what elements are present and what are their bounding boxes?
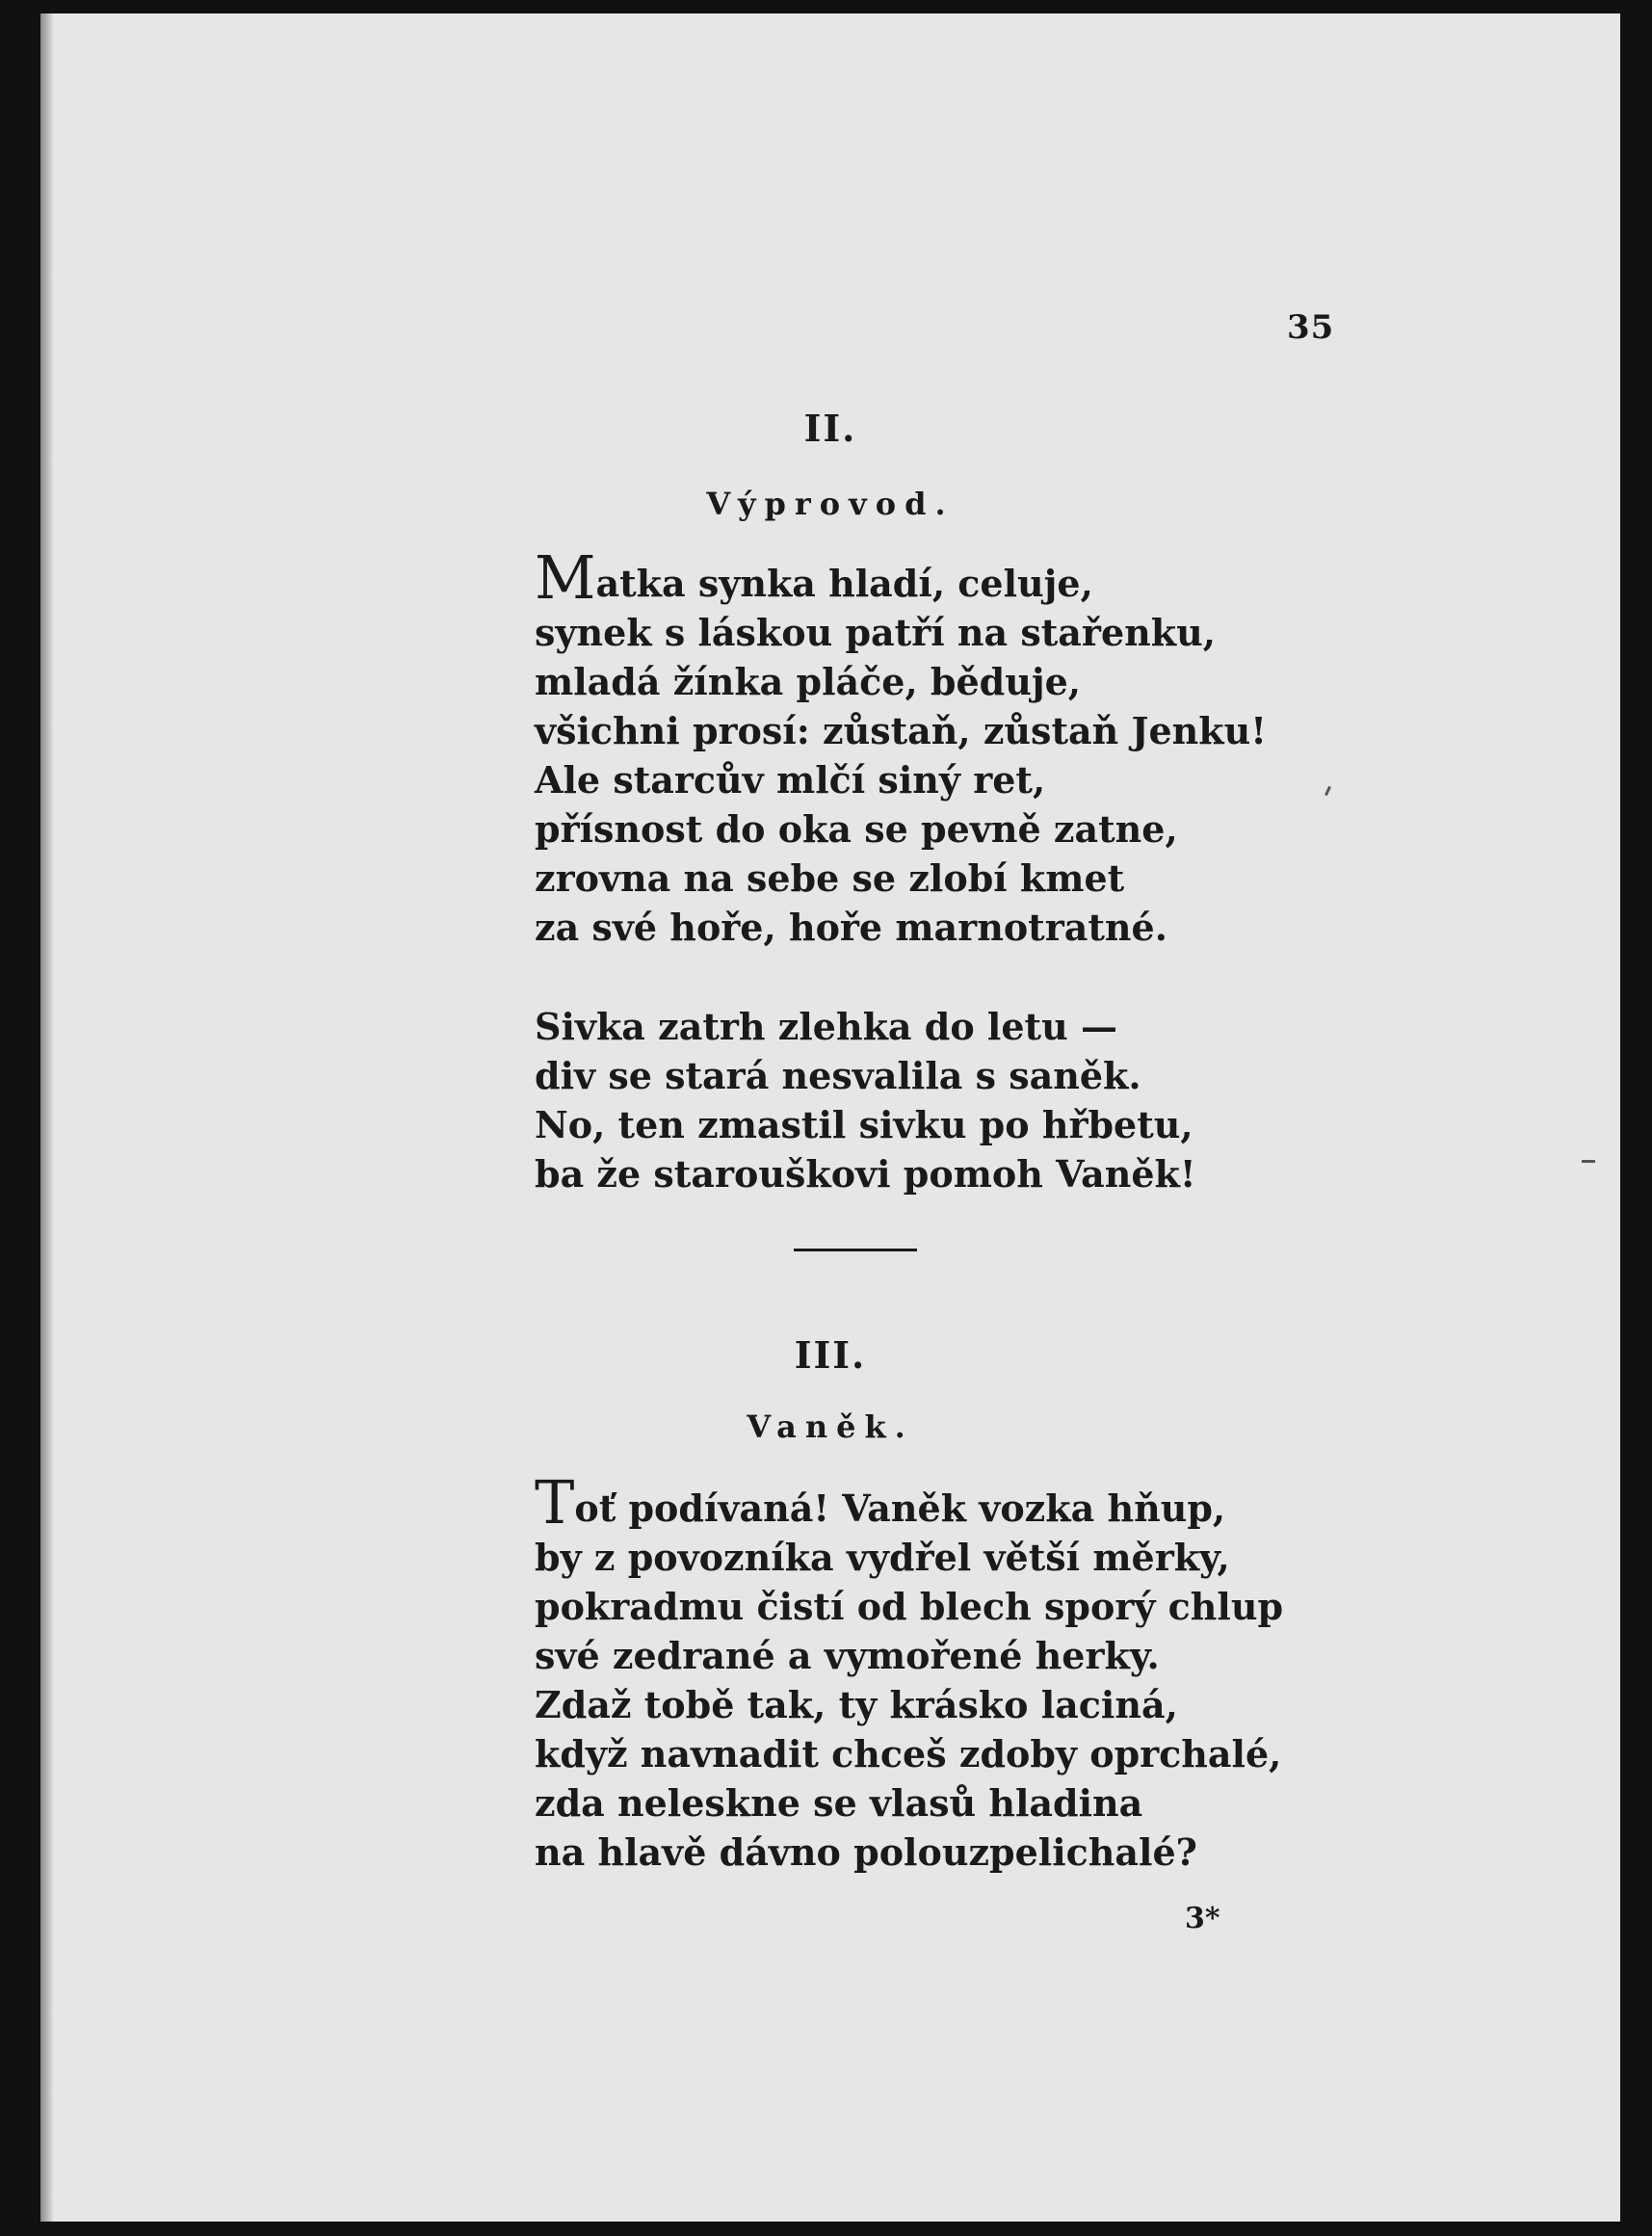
scan-speck (1582, 1160, 1595, 1163)
poem-line: za své hoře, hoře marnotratné. (535, 906, 1167, 949)
poem-line: když navnadit chceš zdoby oprchalé, (535, 1732, 1282, 1776)
poem-line: mladá žínka pláče, běduje, (535, 660, 1082, 703)
scan-speck (1324, 786, 1331, 796)
poem-line: své zedrané a vymořené herky. (535, 1634, 1160, 1677)
drop-cap: M (535, 542, 596, 613)
page-gutter-shadow (40, 13, 54, 2222)
section-numeral-3: III. (794, 1333, 867, 1377)
poem-line: přísnost do oka se pevně zatne, (535, 807, 1178, 851)
section-title-vyprovod: Výprovod. (706, 486, 955, 522)
poem-line: Zdaž tobě tak, ty krásko laciná, (535, 1683, 1178, 1726)
stanza-1 (535, 542, 1267, 952)
poem-line: ba že starouškovi pomoh Vaněk! (535, 1152, 1196, 1196)
poem-line: Toť podívaná! Vaněk vozka hňup, (535, 1467, 1226, 1538)
section-numeral-2: II. (803, 407, 857, 450)
stanza-2 (535, 1002, 1196, 1198)
poem-line: Sivka zatrh zlehka do letu — (535, 1005, 1117, 1048)
poem-line: pokradmu čistí od blech sporý chlup (535, 1585, 1284, 1628)
signature-mark: 3* (1185, 1902, 1220, 1935)
poem-line: na hlavě dávno polouzpelichalé? (535, 1830, 1197, 1874)
poem-line: by z povozníka vydřel větší měrky, (535, 1536, 1230, 1579)
poem-line: Matka synka hladí, celuje, (535, 542, 1093, 613)
poem-line: div se stará nesvalila s saněk. (535, 1054, 1141, 1097)
poem-line: všichni prosí: zůstaň, zůstaň Jenku! (535, 709, 1267, 752)
page-number: 35 (1287, 308, 1335, 347)
poem-line: zda neleskne se vlasů hladina (535, 1781, 1143, 1825)
poem-line: Ale starcův mlčí siný ret, (535, 758, 1046, 802)
poem-line: zrovna na sebe se zlobí kmet (535, 856, 1125, 900)
section-title-vanek: Vaněk. (747, 1408, 914, 1445)
book-page (40, 13, 1620, 2222)
drop-cap: T (535, 1467, 575, 1538)
stanza-3 (535, 1467, 1284, 1877)
poem-line: No, ten zmastil sivku po hřbetu, (535, 1103, 1193, 1146)
section-divider (794, 1249, 917, 1251)
poem-line: synek s láskou patří na stařenku, (535, 611, 1216, 654)
